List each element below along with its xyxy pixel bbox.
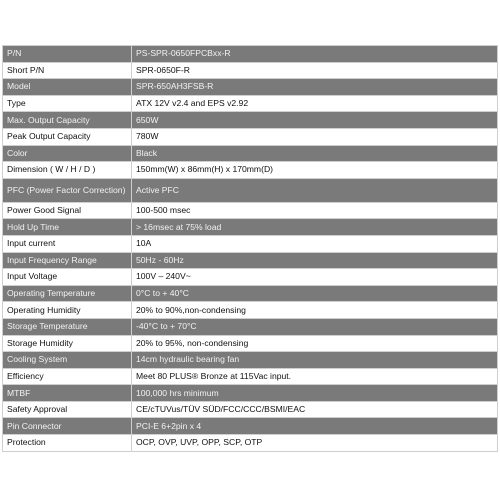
table-row xyxy=(3,112,498,129)
spec-label: Short P/N xyxy=(3,62,132,79)
table-row xyxy=(3,46,498,63)
spec-value: 780W xyxy=(132,128,498,145)
spec-value: Active PFC xyxy=(132,178,498,202)
spec-label: Type xyxy=(3,95,132,112)
table-row xyxy=(3,352,498,369)
spec-value: 650W xyxy=(132,112,498,129)
table-row xyxy=(3,235,498,252)
table-row xyxy=(3,128,498,145)
table-row xyxy=(3,318,498,335)
table-row xyxy=(3,335,498,352)
table-row xyxy=(3,62,498,79)
spec-label: Operating Humidity xyxy=(3,302,132,319)
table-row xyxy=(3,435,498,452)
spec-label: Dimension ( W / H / D ) xyxy=(3,162,132,179)
spec-label: Pin Connector xyxy=(3,418,132,435)
spec-label: Power Good Signal xyxy=(3,202,132,219)
spec-value: 100V – 240V~ xyxy=(132,269,498,286)
spec-value: OCP, OVP, UVP, OPP, SCP, OTP xyxy=(132,435,498,452)
table-row xyxy=(3,162,498,179)
table-row xyxy=(3,95,498,112)
spec-label: Storage Humidity xyxy=(3,335,132,352)
spec-value: CE/cTUVus/TÜV SÜD/FCC/CCC/BSMI/EAC xyxy=(132,401,498,418)
spec-label: Input current xyxy=(3,235,132,252)
spec-label: Cooling System xyxy=(3,352,132,369)
table-row xyxy=(3,401,498,418)
table-row xyxy=(3,202,498,219)
spec-label: Max. Output Capacity xyxy=(3,112,132,129)
spec-label: Protection xyxy=(3,435,132,452)
spec-value: 20% to 90%,non-condensing xyxy=(132,302,498,319)
table-row xyxy=(3,385,498,402)
spec-label: Model xyxy=(3,79,132,96)
spec-label: Storage Temperature xyxy=(3,318,132,335)
spec-value: PS-SPR-0650FPCBxx-R xyxy=(132,46,498,63)
table-row xyxy=(3,79,498,96)
spec-label: PFC (Power Factor Correction) xyxy=(3,178,132,202)
table-row xyxy=(3,219,498,236)
spec-label: Efficiency xyxy=(3,368,132,385)
spec-label: Peak Output Capacity xyxy=(3,128,132,145)
spec-value: 100,000 hrs minimum xyxy=(132,385,498,402)
table-row xyxy=(3,178,498,202)
spec-value: Meet 80 PLUS® Bronze at 115Vac input. xyxy=(132,368,498,385)
spec-label: Safety Approval xyxy=(3,401,132,418)
spec-value: SPR-0650F-R xyxy=(132,62,498,79)
spec-label: Input Frequency Range xyxy=(3,252,132,269)
spec-value: 150mm(W) x 86mm(H) x 170mm(D) xyxy=(132,162,498,179)
spec-value: Black xyxy=(132,145,498,162)
spec-value: 0°C to + 40°C xyxy=(132,285,498,302)
spec-value: 10A xyxy=(132,235,498,252)
spec-value: -40°C to + 70°C xyxy=(132,318,498,335)
spec-label: Operating Temperature xyxy=(3,285,132,302)
table-row xyxy=(3,269,498,286)
spec-value: 50Hz - 60Hz xyxy=(132,252,498,269)
spec-value: SPR-650AH3FSB-R xyxy=(132,79,498,96)
spec-value: 14cm hydraulic bearing fan xyxy=(132,352,498,369)
spec-label: Input Voltage xyxy=(3,269,132,286)
table-row xyxy=(3,285,498,302)
table-row xyxy=(3,302,498,319)
table-row xyxy=(3,368,498,385)
spec-label: P/N xyxy=(3,46,132,63)
spec-value: > 16msec at 75% load xyxy=(132,219,498,236)
spec-value: 100-500 msec xyxy=(132,202,498,219)
spec-value: 20% to 95%, non-condensing xyxy=(132,335,498,352)
table-row xyxy=(3,418,498,435)
spec-label: MTBF xyxy=(3,385,132,402)
table-row xyxy=(3,252,498,269)
spec-value: PCI-E 6+2pin x 4 xyxy=(132,418,498,435)
spec-value: ATX 12V v2.4 and EPS v2.92 xyxy=(132,95,498,112)
table-row xyxy=(3,145,498,162)
spec-table xyxy=(2,45,498,452)
spec-label: Color xyxy=(3,145,132,162)
spec-label: Hold Up Time xyxy=(3,219,132,236)
